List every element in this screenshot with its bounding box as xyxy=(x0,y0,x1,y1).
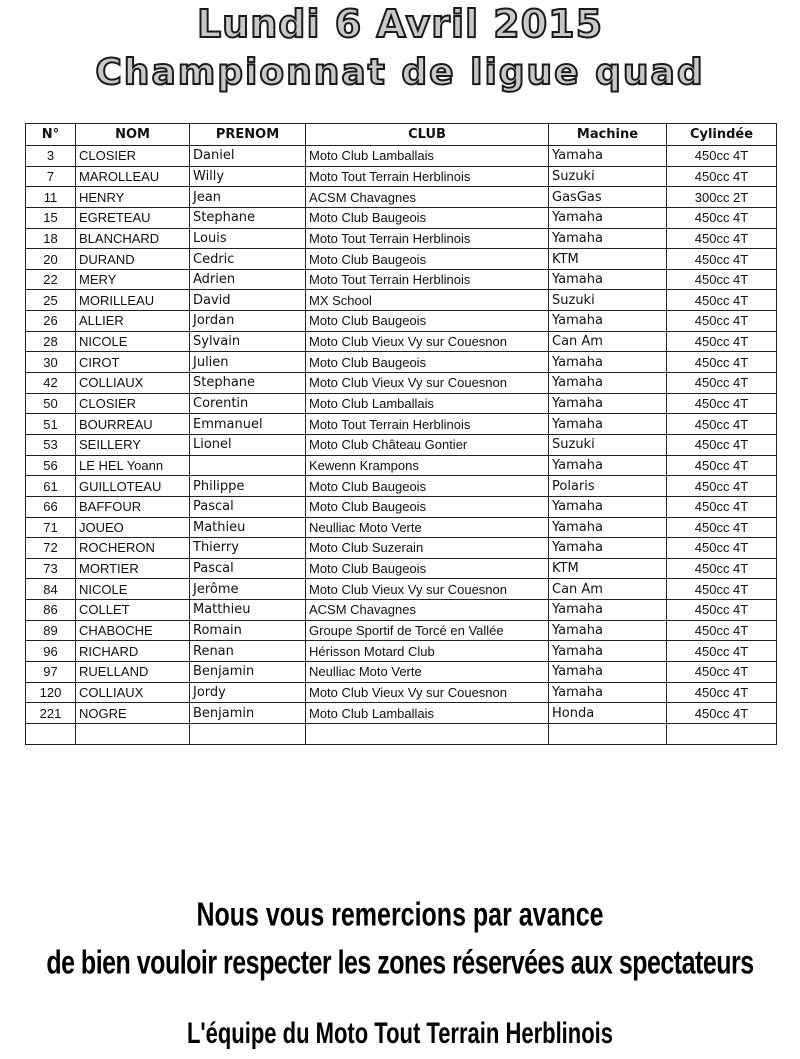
cell-machine: Yamaha xyxy=(549,455,667,476)
cell-club: Moto Club Vieux Vy sur Couesnon xyxy=(306,579,549,600)
col-header-machine: Machine xyxy=(549,124,667,146)
cell-nom: EGRETEAU xyxy=(76,207,190,228)
cell-cylindee: 450cc 4T xyxy=(667,476,777,497)
cell-club xyxy=(306,723,549,744)
cell-nom xyxy=(76,723,190,744)
cell-cylindee: 450cc 4T xyxy=(667,249,777,270)
cell-number: 73 xyxy=(26,558,76,579)
cell-number: 51 xyxy=(26,414,76,435)
cell-prenom: Cedric xyxy=(190,249,306,270)
cell-number: 3 xyxy=(26,146,76,167)
table-row xyxy=(26,249,777,270)
cell-machine: Suzuki xyxy=(549,166,667,187)
col-header-club: CLUB xyxy=(306,124,549,146)
cell-nom: JOUEO xyxy=(76,517,190,538)
table-header-row xyxy=(26,124,777,146)
cell-cylindee: 450cc 4T xyxy=(667,620,777,641)
cell-club: ACSM Chavagnes xyxy=(306,600,549,621)
cell-number: 22 xyxy=(26,269,76,290)
cell-cylindee: 450cc 4T xyxy=(667,538,777,559)
cell-cylindee: 450cc 4T xyxy=(667,600,777,621)
cell-number xyxy=(26,723,76,744)
cell-machine: Yamaha xyxy=(549,496,667,517)
cell-number: 7 xyxy=(26,166,76,187)
cell-number: 25 xyxy=(26,290,76,311)
cell-prenom: Sylvain xyxy=(190,331,306,352)
cell-nom: MAROLLEAU xyxy=(76,166,190,187)
cell-nom: DURAND xyxy=(76,249,190,270)
cell-nom: NICOLE xyxy=(76,579,190,600)
cell-club: Moto Tout Terrain Herblinois xyxy=(306,228,549,249)
cell-number: 26 xyxy=(26,311,76,332)
cell-prenom: Pascal xyxy=(190,558,306,579)
cell-cylindee: 450cc 4T xyxy=(667,146,777,167)
cell-machine: Yamaha xyxy=(549,146,667,167)
cell-machine: KTM xyxy=(549,558,667,579)
cell-number: 15 xyxy=(26,207,76,228)
cell-club: Kewenn Krampons xyxy=(306,455,549,476)
cell-cylindee: 450cc 4T xyxy=(667,496,777,517)
cell-cylindee: 450cc 4T xyxy=(667,703,777,724)
table-row xyxy=(26,662,777,683)
table-row xyxy=(26,373,777,394)
cell-number: 11 xyxy=(26,187,76,208)
page-date-title: Lundi 6 Avril 2015 xyxy=(196,2,604,46)
cell-nom: MERY xyxy=(76,269,190,290)
col-header-prenom: PRENOM xyxy=(190,124,306,146)
cell-cylindee: 450cc 4T xyxy=(667,290,777,311)
col-header-nom: NOM xyxy=(76,124,190,146)
cell-nom: CLOSIER xyxy=(76,146,190,167)
table-row xyxy=(26,538,777,559)
cell-club: Moto Tout Terrain Herblinois xyxy=(306,269,549,290)
cell-prenom xyxy=(190,723,306,744)
table-row xyxy=(26,187,777,208)
cell-club: Moto Club Baugeois xyxy=(306,496,549,517)
cell-club: Moto Club Lamballais xyxy=(306,393,549,414)
cell-club: Moto Club Lamballais xyxy=(306,146,549,167)
table-row xyxy=(26,496,777,517)
table-row xyxy=(26,146,777,167)
cell-club: Moto Tout Terrain Herblinois xyxy=(306,414,549,435)
cell-club: Moto Club Baugeois xyxy=(306,207,549,228)
cell-nom: CIROT xyxy=(76,352,190,373)
cell-club: Moto Club Baugeois xyxy=(306,558,549,579)
col-header-number: N° xyxy=(26,124,76,146)
cell-number: 53 xyxy=(26,434,76,455)
cell-nom: CLOSIER xyxy=(76,393,190,414)
table-row xyxy=(26,476,777,497)
cell-number: 61 xyxy=(26,476,76,497)
cell-prenom: Jordan xyxy=(190,311,306,332)
cell-number: 42 xyxy=(26,373,76,394)
table-row xyxy=(26,517,777,538)
cell-nom: SEILLERY xyxy=(76,434,190,455)
cell-prenom xyxy=(190,455,306,476)
cell-club: Moto Tout Terrain Herblinois xyxy=(306,166,549,187)
cell-number: 84 xyxy=(26,579,76,600)
cell-machine: Yamaha xyxy=(549,662,667,683)
cell-machine: Yamaha xyxy=(549,414,667,435)
cell-club: Hérisson Motard Club xyxy=(306,641,549,662)
cell-club: Moto Club Vieux Vy sur Couesnon xyxy=(306,331,549,352)
cell-nom: NICOLE xyxy=(76,331,190,352)
cell-club: Neulliac Moto Verte xyxy=(306,662,549,683)
cell-prenom: Corentin xyxy=(190,393,306,414)
footer-thanks: Nous vous remercions par avance xyxy=(196,896,604,934)
cell-number: 71 xyxy=(26,517,76,538)
cell-number: 89 xyxy=(26,620,76,641)
cell-machine: Suzuki xyxy=(549,434,667,455)
cell-nom: ROCHERON xyxy=(76,538,190,559)
cell-nom: MORTIER xyxy=(76,558,190,579)
cell-prenom: Matthieu xyxy=(190,600,306,621)
cell-machine: Yamaha xyxy=(549,269,667,290)
cell-prenom: David xyxy=(190,290,306,311)
cell-club: MX School xyxy=(306,290,549,311)
table-row xyxy=(26,414,777,435)
cell-cylindee: 450cc 4T xyxy=(667,662,777,683)
cell-cylindee: 450cc 4T xyxy=(667,373,777,394)
cell-prenom: Willy xyxy=(190,166,306,187)
cell-number: 18 xyxy=(26,228,76,249)
table-row xyxy=(26,682,777,703)
cell-cylindee: 450cc 4T xyxy=(667,393,777,414)
cell-machine: Polaris xyxy=(549,476,667,497)
cell-cylindee: 300cc 2T xyxy=(667,187,777,208)
cell-machine: Yamaha xyxy=(549,682,667,703)
cell-nom: LE HEL Yoann xyxy=(76,455,190,476)
col-header-cylindee: Cylindée xyxy=(667,124,777,146)
cell-cylindee: 450cc 4T xyxy=(667,579,777,600)
footer-request: de bien vouloir respecter les zones réservées aux spectateurs xyxy=(46,944,754,982)
cell-prenom: Daniel xyxy=(190,146,306,167)
cell-nom: COLLET xyxy=(76,600,190,621)
cell-nom: MORILLEAU xyxy=(76,290,190,311)
cell-club: Moto Club Baugeois xyxy=(306,311,549,332)
cell-number: 96 xyxy=(26,641,76,662)
cell-number: 120 xyxy=(26,682,76,703)
cell-machine: Yamaha xyxy=(549,538,667,559)
table-row xyxy=(26,166,777,187)
cell-number: 50 xyxy=(26,393,76,414)
table-row xyxy=(26,703,777,724)
cell-nom: BAFFOUR xyxy=(76,496,190,517)
cell-machine: Yamaha xyxy=(549,311,667,332)
cell-cylindee xyxy=(667,723,777,744)
table-row xyxy=(26,455,777,476)
table-row xyxy=(26,331,777,352)
cell-cylindee: 450cc 4T xyxy=(667,352,777,373)
cell-number: 86 xyxy=(26,600,76,621)
cell-machine: Yamaha xyxy=(549,517,667,538)
cell-machine: Yamaha xyxy=(549,620,667,641)
table-row xyxy=(26,558,777,579)
cell-cylindee: 450cc 4T xyxy=(667,682,777,703)
cell-prenom: Julien xyxy=(190,352,306,373)
cell-machine: Can Am xyxy=(549,331,667,352)
cell-number: 221 xyxy=(26,703,76,724)
cell-nom: RICHARD xyxy=(76,641,190,662)
cell-machine xyxy=(549,723,667,744)
cell-nom: BLANCHARD xyxy=(76,228,190,249)
cell-number: 20 xyxy=(26,249,76,270)
cell-club: ACSM Chavagnes xyxy=(306,187,549,208)
cell-machine: Yamaha xyxy=(549,641,667,662)
cell-cylindee: 450cc 4T xyxy=(667,414,777,435)
cell-cylindee: 450cc 4T xyxy=(667,166,777,187)
cell-prenom: Jean xyxy=(190,187,306,208)
cell-number: 28 xyxy=(26,331,76,352)
cell-prenom: Jordy xyxy=(190,682,306,703)
table-row xyxy=(26,290,777,311)
cell-cylindee: 450cc 4T xyxy=(667,517,777,538)
cell-nom: CHABOCHE xyxy=(76,620,190,641)
table-row xyxy=(26,393,777,414)
cell-prenom: Stephane xyxy=(190,207,306,228)
cell-nom: HENRY xyxy=(76,187,190,208)
cell-machine: Yamaha xyxy=(549,393,667,414)
table-row xyxy=(26,579,777,600)
cell-nom: ALLIER xyxy=(76,311,190,332)
cell-cylindee: 450cc 4T xyxy=(667,455,777,476)
cell-number: 56 xyxy=(26,455,76,476)
cell-prenom: Philippe xyxy=(190,476,306,497)
cell-number: 97 xyxy=(26,662,76,683)
cell-nom: NOGRE xyxy=(76,703,190,724)
cell-machine: Yamaha xyxy=(549,207,667,228)
cell-club: Moto Club Vieux Vy sur Couesnon xyxy=(306,682,549,703)
cell-cylindee: 450cc 4T xyxy=(667,558,777,579)
table-row xyxy=(26,723,777,744)
cell-cylindee: 450cc 4T xyxy=(667,207,777,228)
cell-number: 72 xyxy=(26,538,76,559)
cell-number: 66 xyxy=(26,496,76,517)
cell-machine: Honda xyxy=(549,703,667,724)
cell-prenom: Romain xyxy=(190,620,306,641)
cell-club: Groupe Sportif de Torcé en Vallée xyxy=(306,620,549,641)
cell-prenom: Jerôme xyxy=(190,579,306,600)
footer-signature: L'équipe du Moto Tout Terrain Herblinois xyxy=(186,1016,614,1050)
cell-prenom: Adrien xyxy=(190,269,306,290)
table-row xyxy=(26,228,777,249)
cell-machine: Suzuki xyxy=(549,290,667,311)
cell-cylindee: 450cc 4T xyxy=(667,269,777,290)
table-row xyxy=(26,600,777,621)
cell-club: Moto Club Lamballais xyxy=(306,703,549,724)
cell-prenom: Pascal xyxy=(190,496,306,517)
table-row xyxy=(26,269,777,290)
entries-table xyxy=(25,123,777,745)
cell-number: 30 xyxy=(26,352,76,373)
cell-cylindee: 450cc 4T xyxy=(667,331,777,352)
cell-club: Moto Club Baugeois xyxy=(306,476,549,497)
cell-cylindee: 450cc 4T xyxy=(667,641,777,662)
cell-club: Moto Club Baugeois xyxy=(306,352,549,373)
cell-cylindee: 450cc 4T xyxy=(667,311,777,332)
page-title: Championnat de ligue quad xyxy=(95,52,705,93)
cell-club: Neulliac Moto Verte xyxy=(306,517,549,538)
cell-cylindee: 450cc 4T xyxy=(667,228,777,249)
cell-machine: GasGas xyxy=(549,187,667,208)
cell-club: Moto Club Baugeois xyxy=(306,249,549,270)
table-row xyxy=(26,352,777,373)
cell-prenom: Benjamin xyxy=(190,703,306,724)
cell-nom: BOURREAU xyxy=(76,414,190,435)
cell-club: Moto Club Vieux Vy sur Couesnon xyxy=(306,373,549,394)
cell-machine: Yamaha xyxy=(549,228,667,249)
cell-machine: KTM xyxy=(549,249,667,270)
cell-nom: COLLIAUX xyxy=(76,373,190,394)
table-row xyxy=(26,434,777,455)
cell-machine: Yamaha xyxy=(549,352,667,373)
cell-prenom: Louis xyxy=(190,228,306,249)
cell-machine: Yamaha xyxy=(549,373,667,394)
cell-prenom: Lionel xyxy=(190,434,306,455)
cell-prenom: Thierry xyxy=(190,538,306,559)
cell-prenom: Renan xyxy=(190,641,306,662)
cell-prenom: Stephane xyxy=(190,373,306,394)
cell-club: Moto Club Suzerain xyxy=(306,538,549,559)
cell-nom: RUELLAND xyxy=(76,662,190,683)
cell-cylindee: 450cc 4T xyxy=(667,434,777,455)
table-row xyxy=(26,311,777,332)
table-row xyxy=(26,207,777,228)
cell-prenom: Benjamin xyxy=(190,662,306,683)
cell-prenom: Mathieu xyxy=(190,517,306,538)
cell-machine: Yamaha xyxy=(549,600,667,621)
cell-nom: COLLIAUX xyxy=(76,682,190,703)
table-row xyxy=(26,641,777,662)
cell-nom: GUILLOTEAU xyxy=(76,476,190,497)
cell-club: Moto Club Château Gontier xyxy=(306,434,549,455)
cell-machine: Can Am xyxy=(549,579,667,600)
table-row xyxy=(26,620,777,641)
cell-prenom: Emmanuel xyxy=(190,414,306,435)
